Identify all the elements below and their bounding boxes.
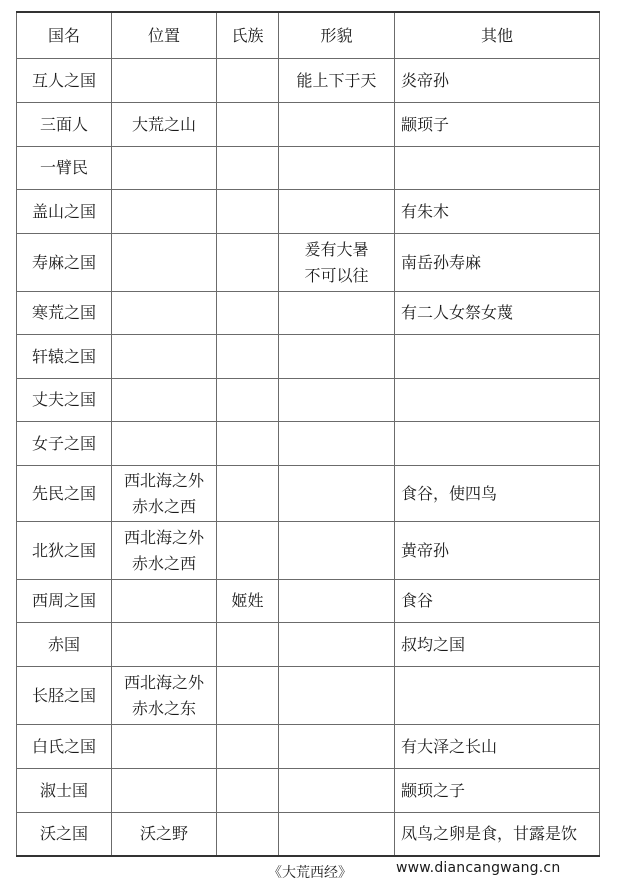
cell-clan	[217, 725, 279, 769]
cell-text: 赤国	[47, 634, 80, 654]
cell-appearance	[279, 466, 395, 522]
cell-appearance	[279, 580, 395, 623]
cell-other	[395, 580, 600, 623]
cell-clan	[217, 813, 279, 856]
table-row	[17, 103, 600, 147]
cell-clan	[217, 667, 279, 725]
cell-location	[112, 379, 217, 422]
cell-clan	[217, 422, 279, 466]
table-row	[17, 335, 600, 379]
table-body	[17, 59, 600, 856]
cell-text: 互人之国	[31, 70, 96, 90]
cell-country	[17, 103, 112, 147]
cell-country	[17, 422, 112, 466]
cell-other	[395, 522, 600, 580]
cell-country	[17, 292, 112, 335]
cell-appearance	[279, 667, 395, 725]
table-header-row	[17, 12, 600, 59]
cell-location	[112, 234, 217, 292]
cell-country	[17, 667, 112, 725]
cell-country	[17, 580, 112, 623]
cell-appearance	[279, 725, 395, 769]
cell-clan	[217, 292, 279, 335]
cell-text: 长胫之国	[31, 685, 96, 705]
table-row	[17, 667, 600, 725]
cell-text: 轩辕之国	[31, 346, 96, 366]
cell-country	[17, 234, 112, 292]
cell-location	[112, 466, 217, 522]
cell-location	[112, 769, 217, 813]
cell-clan	[217, 522, 279, 580]
cell-country	[17, 335, 112, 379]
cell-text: 有二人女祭女蔑	[401, 303, 514, 322]
cell-text: 盖山之国	[31, 201, 96, 221]
cell-clan	[217, 190, 279, 234]
cell-country	[17, 466, 112, 522]
cell-text: 赤水之东	[131, 698, 196, 718]
cell-country	[17, 522, 112, 580]
header-location: 位置	[112, 12, 217, 59]
cell-clan	[217, 580, 279, 623]
cell-clan	[217, 103, 279, 147]
cell-location	[112, 59, 217, 103]
cell-text: 南岳孙寿麻	[401, 252, 482, 272]
table-row	[17, 59, 600, 103]
cell-text: 赤水之西	[131, 553, 196, 573]
cell-appearance	[279, 813, 395, 856]
cell-text: 颛顼之子	[401, 780, 466, 800]
cell-text: 食谷	[401, 591, 434, 610]
cell-other	[395, 667, 600, 725]
cell-clan	[217, 623, 279, 667]
cell-other	[395, 147, 600, 190]
cell-text: 不可以往	[304, 265, 369, 285]
table-row	[17, 623, 600, 667]
cell-appearance	[279, 234, 395, 292]
cell-location	[112, 667, 217, 725]
cell-location	[112, 103, 217, 147]
cell-other	[395, 103, 600, 147]
cell-text: 白氏之国	[31, 736, 96, 756]
table-row	[17, 725, 600, 769]
cell-country	[17, 379, 112, 422]
cell-location	[112, 623, 217, 667]
cell-location	[112, 725, 217, 769]
cell-text: 凤鸟之卵是食，甘露是饮	[401, 823, 578, 843]
table-row	[17, 769, 600, 813]
table-row	[17, 292, 600, 335]
cell-other	[395, 59, 600, 103]
cell-text: 颛顼子	[401, 114, 450, 134]
header-country: 国名	[17, 12, 112, 59]
cell-appearance	[279, 335, 395, 379]
cell-text: 西北海之外	[123, 470, 204, 490]
header-clan: 氏族	[217, 12, 279, 59]
table-row	[17, 147, 600, 190]
table-row	[17, 422, 600, 466]
cell-appearance	[279, 190, 395, 234]
cell-other	[395, 190, 600, 234]
cell-appearance	[279, 147, 395, 190]
cell-location	[112, 522, 217, 580]
table-row	[17, 190, 600, 234]
cell-location	[112, 422, 217, 466]
cell-appearance	[279, 522, 395, 580]
header-other: 其他	[395, 12, 600, 59]
table-row	[17, 379, 600, 422]
cell-country	[17, 59, 112, 103]
cell-appearance	[279, 379, 395, 422]
cell-text: 淑士国	[39, 780, 88, 800]
cell-clan	[217, 769, 279, 813]
cell-text: 三面人	[39, 114, 88, 134]
cell-text: 有大泽之长山	[401, 736, 498, 756]
cell-text: 女子之国	[31, 433, 96, 453]
table-row	[17, 234, 600, 292]
cell-text: 能上下于天	[296, 70, 377, 90]
cell-text: 炎帝孙	[401, 70, 450, 90]
cell-clan	[217, 466, 279, 522]
cell-text: 有朱木	[401, 201, 450, 221]
cell-clan	[217, 335, 279, 379]
cell-text: 先民之国	[31, 483, 96, 503]
cell-text: 一臂民	[39, 158, 88, 177]
cell-text: 西北海之外	[123, 672, 204, 692]
cell-clan	[217, 379, 279, 422]
cell-appearance	[279, 422, 395, 466]
cell-country	[17, 190, 112, 234]
cell-text: 爰有大暑	[304, 239, 369, 259]
country-table	[16, 11, 600, 857]
website-url: www.diancangwang.cn	[396, 860, 561, 876]
cell-location	[112, 292, 217, 335]
cell-location	[112, 147, 217, 190]
cell-country	[17, 725, 112, 769]
caption: 《大荒西经》	[268, 865, 352, 881]
table-row	[17, 466, 600, 522]
cell-text: 西北海之外	[123, 527, 204, 547]
cell-text: 丈夫之国	[31, 390, 96, 409]
table-row	[17, 522, 600, 580]
cell-other	[395, 422, 600, 466]
cell-other	[395, 292, 600, 335]
cell-other	[395, 234, 600, 292]
cell-country	[17, 813, 112, 856]
cell-appearance	[279, 623, 395, 667]
cell-text: 西周之国	[31, 591, 96, 610]
cell-clan	[217, 147, 279, 190]
cell-appearance	[279, 292, 395, 335]
cell-country	[17, 623, 112, 667]
cell-country	[17, 147, 112, 190]
cell-text: 寿麻之国	[31, 252, 96, 272]
header-appearance: 形貌	[279, 12, 395, 59]
cell-location	[112, 580, 217, 623]
cell-clan	[217, 59, 279, 103]
footer	[0, 862, 617, 884]
cell-location	[112, 335, 217, 379]
cell-text: 赤水之西	[131, 496, 196, 516]
table-row	[17, 813, 600, 856]
cell-appearance	[279, 769, 395, 813]
cell-other	[395, 335, 600, 379]
cell-text: 食谷，使四鸟	[401, 483, 498, 503]
cell-text: 沃之野	[139, 823, 188, 843]
cell-text: 北狄之国	[31, 540, 96, 560]
cell-other	[395, 725, 600, 769]
cell-country	[17, 769, 112, 813]
cell-other	[395, 379, 600, 422]
table-row	[17, 580, 600, 623]
cell-text: 寒荒之国	[31, 303, 96, 322]
cell-location	[112, 813, 217, 856]
cell-text: 姬姓	[231, 591, 264, 610]
cell-text: 叔均之国	[401, 634, 466, 654]
cell-other	[395, 813, 600, 856]
cell-other	[395, 769, 600, 813]
cell-appearance	[279, 59, 395, 103]
cell-appearance	[279, 103, 395, 147]
cell-clan	[217, 234, 279, 292]
cell-location	[112, 190, 217, 234]
cell-other	[395, 623, 600, 667]
cell-text: 大荒之山	[131, 114, 196, 134]
cell-text: 沃之国	[39, 823, 88, 843]
cell-other	[395, 466, 600, 522]
cell-text: 黄帝孙	[401, 540, 450, 560]
